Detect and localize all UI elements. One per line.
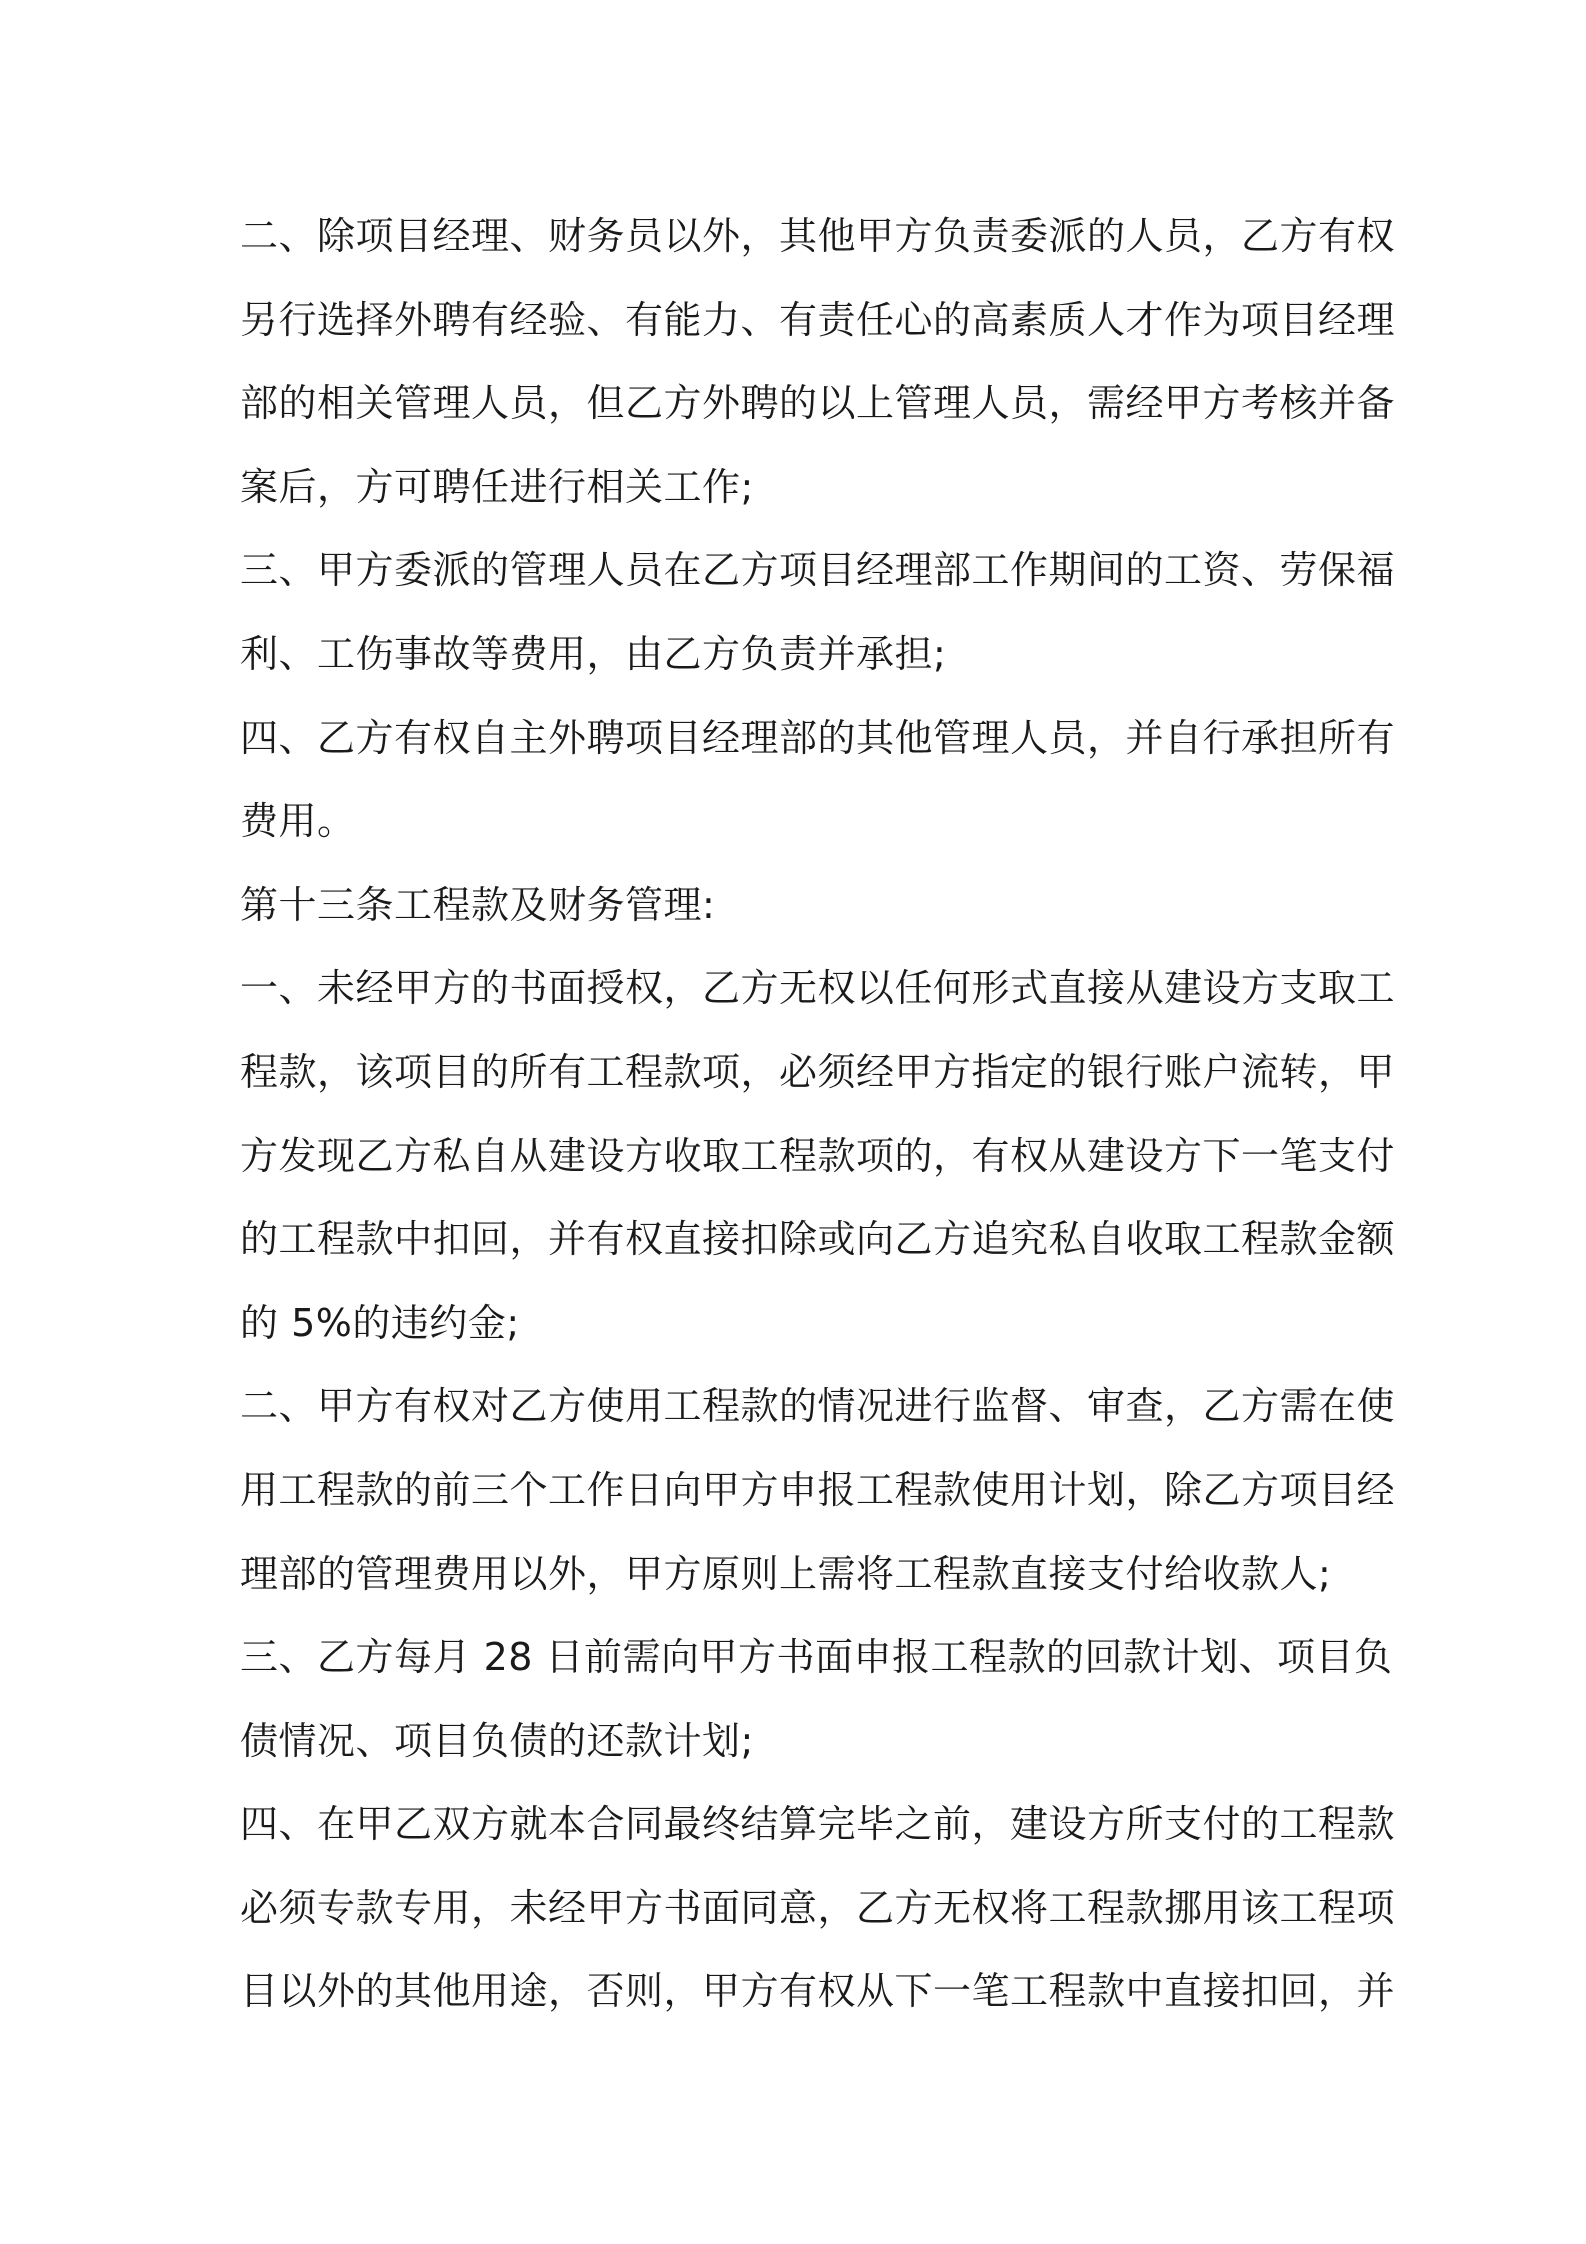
text-line: 必须专款专用，未经甲方书面同意，乙方无权将工程款挪用该工程项 [240,1885,1396,1930]
text-line: 二、甲方有权对乙方使用工程款的情况进行监督、审查，乙方需在使 [240,1384,1396,1429]
text-line: 二、除项目经理、财务员以外，其他甲方负责委派的人员，乙方有权 [240,214,1396,258]
text-line: 利、工伤事故等费用，由乙方负责并承担; [240,631,947,676]
text-line: 费用。 [240,799,356,844]
text-line: 用工程款的前三个工作日向甲方申报工程款使用计划，除乙方项目经 [240,1467,1396,1512]
text-line: 程款，该项目的所有工程款项，必须经甲方指定的银行账户流转，甲 [240,1049,1396,1094]
text-line: 四、在甲乙双方就本合同最终结算完毕之前，建设方所支付的工程款 [240,1802,1396,1847]
text-line: 的工程款中扣回，并有权直接扣除或向乙方追究私自收取工程款金额 [240,1217,1396,1262]
text-line: 债情况、项目负债的还款计划; [240,1718,754,1763]
text-line: 另行选择外聘有经验、有能力、有责任心的高素质人才作为项目经理 [240,297,1396,342]
text-line: 三、乙方每月 28 日前需向甲方书面申报工程款的回款计划、项目负 [240,1635,1393,1680]
document-body [240,195,1396,2034]
text-line: 的 5%的违约金; [240,1300,520,1345]
text-line: 四、乙方有权自主外聘项目经理部的其他管理人员，并自行承担所有 [240,715,1396,760]
text-line: 案后，方可聘任进行相关工作; [240,464,754,509]
text-line: 三、甲方委派的管理人员在乙方项目经理部工作期间的工资、劳保福 [240,548,1396,593]
text-line: 一、未经甲方的书面授权，乙方无权以任何形式直接从建设方支取工 [240,966,1396,1011]
text-line: 目以外的其他用途，否则，甲方有权从下一笔工程款中直接扣回，并 [240,1969,1396,2014]
text-line: 理部的管理费用以外，甲方原则上需将工程款直接支付给收款人; [240,1551,1332,1596]
section-heading: 第十三条工程款及财务管理: [240,882,716,927]
text-line: 方发现乙方私自从建设方收取工程款项的，有权从建设方下一笔支付 [240,1133,1396,1178]
text-line: 部的相关管理人员，但乙方外聘的以上管理人员，需经甲方考核并备 [240,381,1396,426]
